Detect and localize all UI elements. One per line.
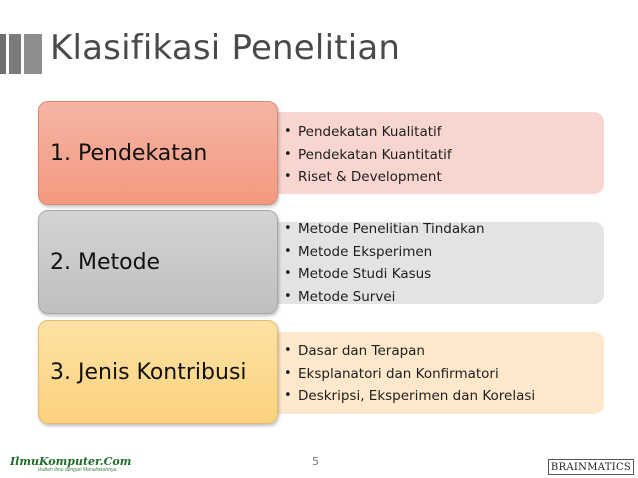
- page-number: 5: [312, 455, 319, 468]
- list-item: • Pendekatan Kualitatif: [284, 121, 452, 144]
- list-item: • Eksplanatori dan Konfirmatori: [284, 363, 535, 386]
- list-item: • Pendekatan Kuantitatif: [284, 144, 452, 167]
- row3-label-box: [38, 320, 278, 424]
- title-bar-3: [24, 34, 42, 74]
- brainmatics-logo: [548, 459, 634, 475]
- row3-list: [284, 340, 535, 408]
- row1-detail-panel: [262, 112, 604, 194]
- row1-label: 1. Pendekatan: [50, 140, 208, 166]
- row2-detail-panel: [262, 222, 604, 304]
- row2-label: 2. Metode: [50, 249, 161, 275]
- list-item: • Riset & Development: [284, 166, 452, 189]
- row2-list: [284, 218, 485, 308]
- ilmukomputer-logo: [10, 455, 132, 473]
- slide-title: Klasifikasi Penelitian: [50, 28, 401, 68]
- list-item: • Deskripsi, Eksperimen dan Korelasi: [284, 385, 535, 408]
- row1-list: [284, 121, 452, 189]
- list-item: • Metode Eksperimen: [284, 241, 485, 264]
- title-bar-1: [0, 34, 6, 74]
- list-item: • Metode Studi Kasus: [284, 263, 485, 286]
- list-item: • Metode Survei: [284, 286, 485, 309]
- row3-detail-panel: [262, 332, 604, 414]
- ilmukomputer-logo-text: IlmuKomputer.Com: [10, 455, 132, 468]
- row3-label: 3. Jenis Kontribusi: [50, 359, 247, 385]
- list-item: • Metode Penelitian Tindakan: [284, 218, 485, 241]
- row2-label-box: [38, 210, 278, 314]
- list-item: • Dasar dan Terapan: [284, 340, 535, 363]
- brainmatics-logo-text: BRAINMATICS: [550, 461, 632, 473]
- ilmukomputer-tagline: Ikatlah Ilmu dengan Menuliskannya: [38, 467, 117, 473]
- title-bar-2: [9, 34, 21, 74]
- row1-label-box: [38, 101, 278, 205]
